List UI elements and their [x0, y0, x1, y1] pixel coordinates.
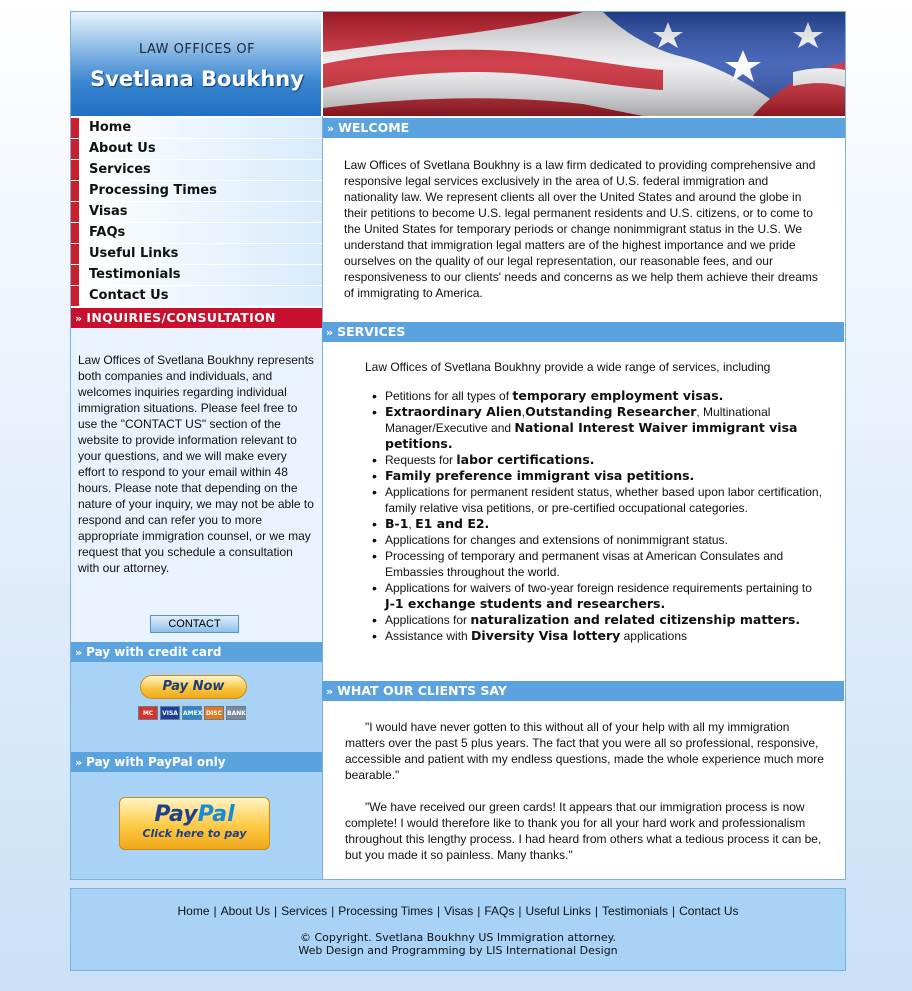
footer-link-faqs[interactable]: FAQs [484, 904, 515, 918]
service-emphasis: National Interest Waiver immigrant visa petitions. [385, 420, 798, 451]
double-chevron-right-icon: » [326, 326, 334, 339]
testimonials [345, 719, 825, 879]
service-text: , [408, 517, 416, 531]
service-emphasis: labor certifications. [456, 452, 595, 467]
pay-now-button[interactable]: Pay Now [140, 675, 247, 699]
testimonial-quote: "I would have never gotten to this without all of your help with all my immigration matters over the past 5 plus years. The fact that you were all so professional, responsive, accessible and patient with my endless questions, made the whole experience much more bearable." [345, 720, 824, 782]
nav-item-testimonials[interactable]: Testimonials [71, 265, 322, 285]
double-chevron-right-icon: » [75, 312, 83, 325]
pay-paypal-label: Pay with PayPal only [86, 755, 226, 769]
service-emphasis: Outstanding Researcher [525, 404, 697, 419]
double-chevron-right-icon: » [75, 646, 83, 659]
service-emphasis: Extraordinary Alien [385, 404, 522, 419]
footer-separator: | [477, 904, 481, 918]
service-text: Requests for [385, 453, 457, 467]
paypal-subtitle: Click here to pay [142, 827, 247, 840]
list-item [385, 532, 825, 548]
welcome-heading [323, 118, 845, 138]
services-intro: Law Offices of Svetlana Boukhny provide a wide range of services, including [365, 360, 771, 374]
service-emphasis: Diversity Visa lottery [471, 628, 621, 643]
paypal-button[interactable] [119, 797, 270, 850]
footer-link-visas[interactable]: Visas [444, 904, 474, 918]
double-chevron-right-icon: » [75, 756, 83, 769]
service-text: Applications for [385, 613, 471, 627]
paypal-logo-pal: Pal [197, 802, 235, 827]
nav-item-faqs[interactable]: FAQs [71, 223, 322, 243]
column-divider [322, 116, 323, 880]
list-item [385, 388, 825, 404]
footer-separator: | [594, 904, 598, 918]
mastercard-icon: MC [138, 706, 158, 720]
service-emphasis: Family preference immigrant visa petitions. [385, 468, 695, 483]
services-list [385, 388, 825, 644]
list-item [385, 580, 825, 612]
service-emphasis: naturalization and related citizenship matters. [470, 612, 801, 627]
footer-separator: | [436, 904, 441, 918]
pay-credit-card-panel [71, 662, 322, 752]
inquiries-panel [71, 328, 322, 642]
list-item [385, 516, 825, 532]
welcome-text: Law Offices of Svetlana Boukhny is a law firm dedicated to providing comprehensive and responsive legal services exclusively in the area of U.S. federal immigration and nationality law. We represent clients all over the United States and around the globe in their petitions to become U.S. legal permanent residents and U.S. citizens, or to come to the United States for temporary periods or change nonimmigrant status in the U.S. We understand that immigration legal matters are of the highest importance and we pride ourselves on the quality of our legal representation, our reasonable fees, and our responsiveness to our clients' needs and concerns as we help them achieve their dreams of immigrating to America. [344, 158, 818, 300]
footer-link-home[interactable]: Home [177, 904, 210, 918]
paypal-logo-pay: Pay [154, 802, 198, 827]
main-nav [71, 118, 322, 307]
service-text: , Multinational Manager/Executive and [385, 405, 771, 435]
list-item [385, 452, 825, 468]
list-item [385, 628, 825, 644]
discover-icon: DISC [204, 706, 224, 720]
footer-separator: | [273, 904, 278, 918]
service-emphasis: E1 and E2. [415, 516, 490, 531]
double-chevron-right-icon: » [326, 685, 334, 698]
pay-credit-card-label: Pay with credit card [86, 645, 222, 659]
logo-attorney-name: Svetlana Boukhny [90, 67, 304, 91]
list-item [385, 484, 825, 516]
service-text: Applications for changes and extensions of nonimmigrant status. [385, 533, 728, 547]
nav-item-home[interactable]: Home [71, 118, 322, 138]
footer-separator: | [672, 904, 676, 918]
inquiries-text: Law Offices of Svetlana Boukhny represents both companies and individuals, and welcomes inquiries regarding individual immigration situations. Please feel free to use the "CONTACT US" section of the website to provide information relevant to your questions, and we will make every effort to respond to your email within 48 hours. Please note that depending on the nature of your inquiry, we may not be able to respond and can refer you to more appropriate immigration counsel, or we may request that you schedule a consultation with our attorney. [78, 353, 314, 575]
clients-heading [322, 681, 844, 701]
paypal-logo [120, 802, 269, 827]
service-text: Applications for waivers of two-year foreign residence requirements pertaining to [385, 581, 812, 595]
credit-text: Web Design and Programming by LIS International Design [298, 944, 618, 957]
service-text: , [521, 405, 526, 419]
welcome-heading-label: WELCOME [338, 120, 410, 135]
flag-banner [323, 12, 845, 116]
footer-link-about-us[interactable]: About Us [220, 904, 270, 918]
logo-firm-label: LAW OFFICES OF [138, 42, 256, 57]
site-logo[interactable] [71, 12, 323, 116]
inquiries-heading [71, 308, 322, 328]
list-item [385, 612, 825, 628]
copyright-text: © Copyright. Svetlana Boukhny US Immigration attorney. [299, 931, 617, 944]
contact-button[interactable]: CONTACT [150, 615, 239, 633]
list-item [385, 468, 825, 484]
testimonial-quote: "We have received our green cards! It appears that our immigration process is now complete! I would therefore like to thank you for all your hard work and professionalism throughout this lengthy process. I had heard from others what a tedious process it can be, but you made it so painless. Many thanks." [345, 800, 822, 862]
footer-link-useful-links[interactable]: Useful Links [525, 904, 591, 918]
bank-icon: BANK [226, 706, 246, 720]
visa-icon: VISA [160, 706, 180, 720]
nav-item-contact-us[interactable]: Contact Us [71, 286, 322, 306]
footer-link-testimonials[interactable]: Testimonials [601, 904, 669, 918]
list-item [385, 548, 825, 580]
site-footer [70, 888, 846, 971]
footer-separator: | [518, 904, 522, 918]
pay-paypal-panel [71, 772, 322, 879]
card-logos [138, 706, 246, 722]
double-chevron-right-icon: » [327, 122, 335, 135]
footer-nav [71, 904, 845, 918]
nav-item-useful-links[interactable]: Useful Links [71, 244, 322, 264]
american-flag-icon [323, 12, 845, 116]
service-text: Assistance with [385, 629, 472, 643]
nav-item-services[interactable]: Services [71, 160, 322, 180]
footer-link-contact-us[interactable]: Contact Us [679, 904, 739, 918]
footer-link-services[interactable]: Services [281, 904, 328, 918]
service-emphasis: J-1 exchange students and researchers. [385, 596, 666, 611]
list-item [385, 404, 825, 452]
services-heading [322, 322, 844, 342]
clients-heading-label: WHAT OUR CLIENTS SAY [337, 683, 507, 698]
service-text: Processing of temporary and permanent visas at American Consulates and Embassies throughout the world. [385, 549, 784, 579]
footer-separator: | [331, 904, 335, 918]
pay-paypal-heading [71, 752, 322, 772]
footer-separator: | [213, 904, 217, 918]
service-text: Applications for permanent resident status, whether based upon labor certification, family relative visa petitions, or pre-certified occupational categories. [385, 485, 822, 515]
nav-item-about-us[interactable]: About Us [71, 139, 322, 159]
inquiries-heading-label: INQUIRIES/CONSULTATION [86, 310, 276, 325]
service-text: applications [620, 629, 687, 643]
pay-credit-card-heading [71, 642, 322, 662]
nav-item-visas[interactable]: Visas [71, 202, 322, 222]
service-text: Petitions for all types of [385, 389, 513, 403]
service-emphasis: B-1 [385, 516, 409, 531]
footer-link-processing-times[interactable]: Processing Times [338, 904, 433, 918]
service-emphasis: temporary employment visas. [512, 388, 724, 403]
footer-copyright [71, 931, 845, 957]
amex-icon: AMEX [182, 706, 202, 720]
nav-item-processing-times[interactable]: Processing Times [71, 181, 322, 201]
services-heading-label: SERVICES [337, 324, 406, 339]
